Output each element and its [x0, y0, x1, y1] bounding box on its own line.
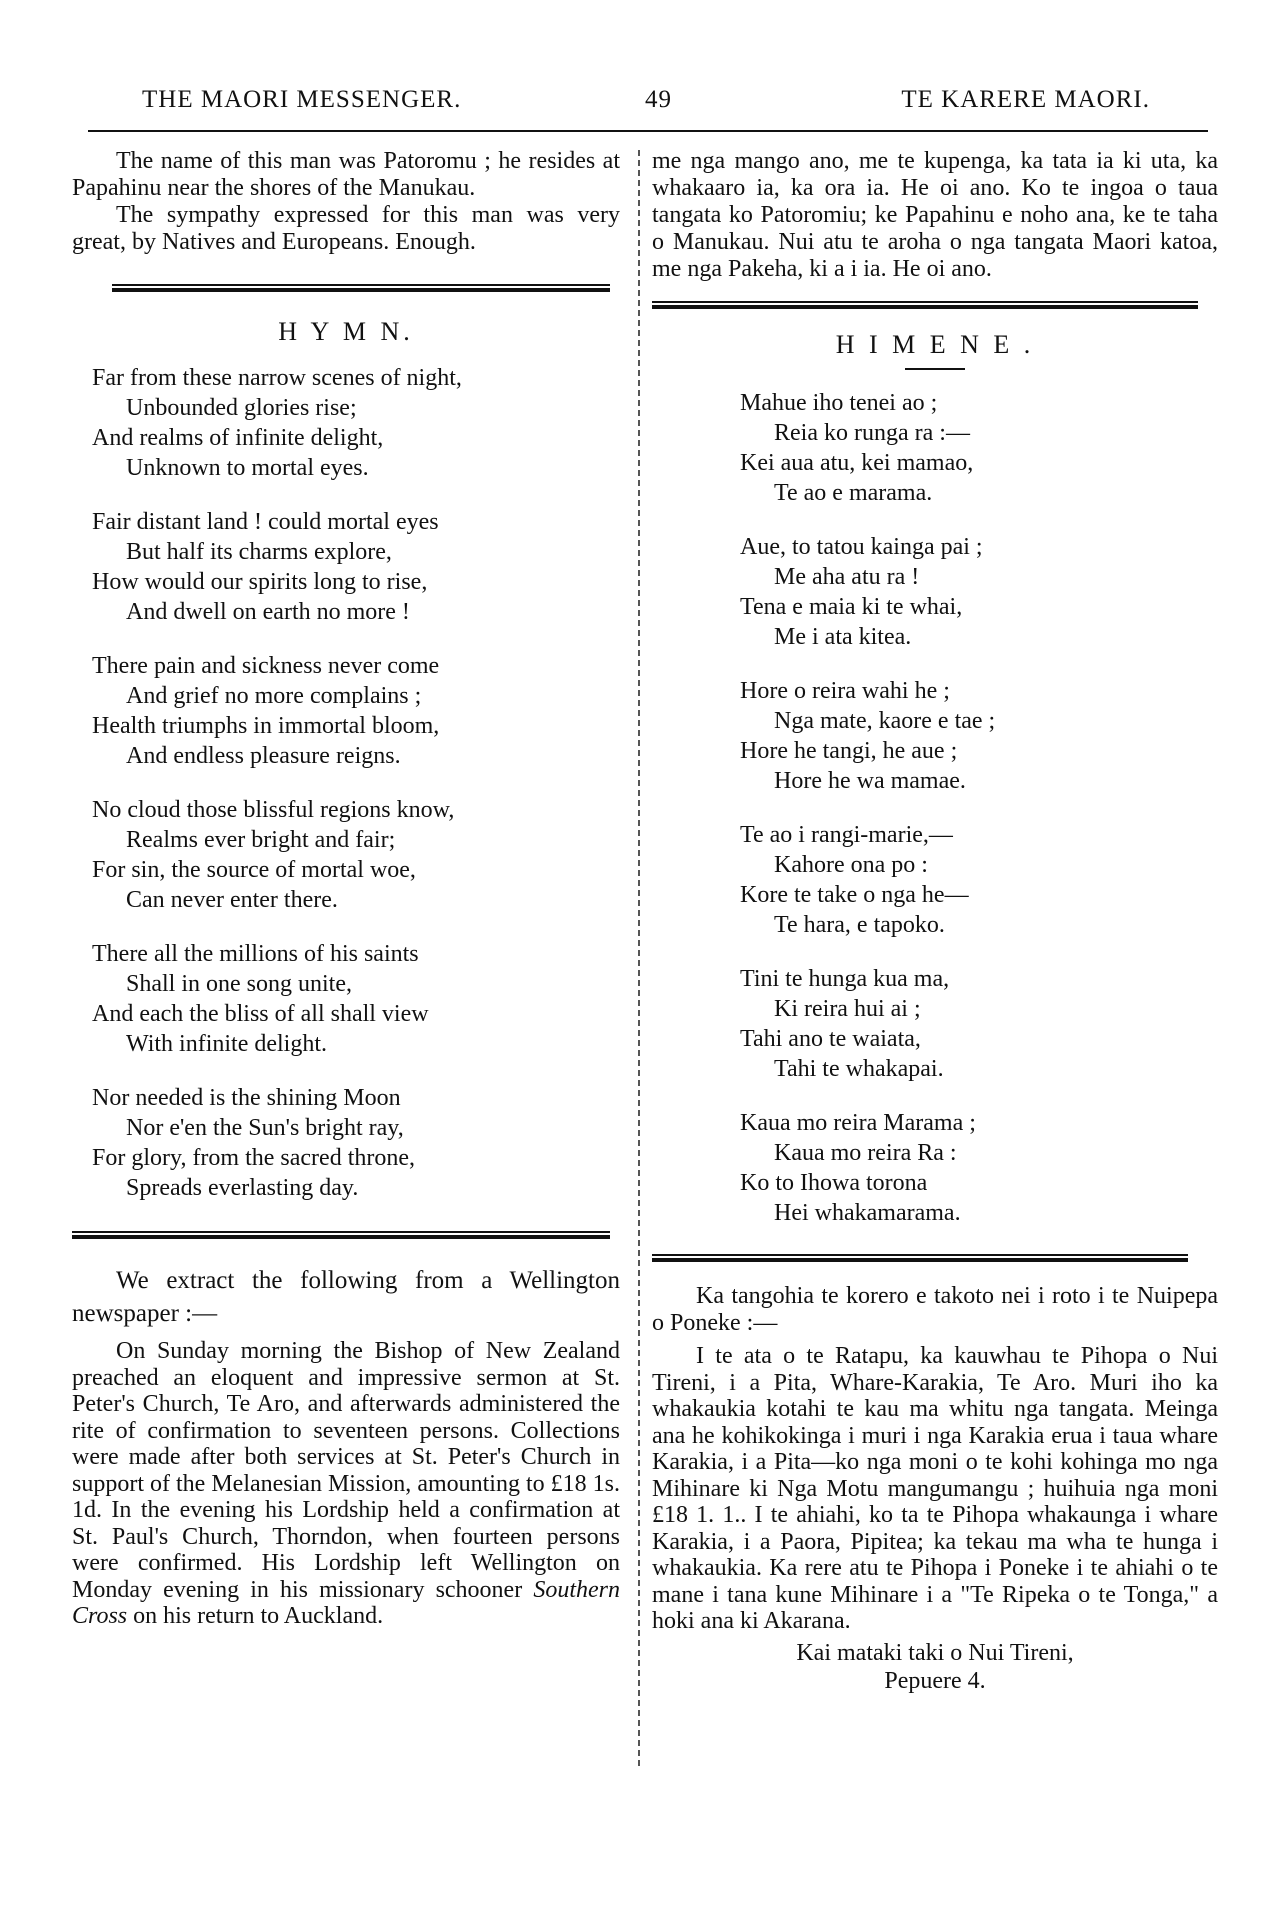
verse-line: No cloud those blissful regions know,	[92, 797, 455, 823]
maori-intro-paragraph: me nga mango ano, me te kupenga, ka tata ia ki uta, ka whakaaro ia, ka ora ia. He oi ano. Ko te ingoa o taua tangata ko Patoromiu; ke Papahinu e noho ana, ke te taha o Manukau. Nui atu te aroha o nga tangata Maori katoa, me nga Pakeha, ki a i ia. He oi ano.	[652, 148, 1218, 282]
hymn-stanza	[92, 651, 620, 771]
verse-line: Tini te hunga kua ma,	[740, 966, 950, 992]
verse-line: Kahore ona po :	[774, 852, 928, 878]
verse-line: Ko to Ihowa torona	[740, 1170, 928, 1196]
news-body-end: ," a hoki ana ki Akarana.	[652, 1581, 1218, 1634]
verse-line: Hore he wa mamae.	[774, 768, 966, 794]
intro-paragraph-2: The sympathy expressed for this man was very great, by Natives and Europeans. Enough.	[72, 202, 620, 255]
verse-line: Spreads everlasting day.	[126, 1175, 359, 1201]
verse-line: Mahue iho tenei ao ;	[740, 390, 938, 416]
verse-line: Ki reira hui ai ;	[774, 996, 921, 1022]
verse-line: Realms ever bright and fair;	[126, 827, 396, 853]
verse-line: Far from these narrow scenes of night,	[92, 365, 462, 391]
himene-stanzas	[652, 388, 1218, 1228]
himene-stanza	[740, 820, 1218, 940]
hymn-stanza	[92, 1083, 620, 1203]
news-body	[652, 1343, 1218, 1635]
hymn-stanzas	[72, 363, 620, 1203]
hymn-stanza	[92, 939, 620, 1059]
verse-line: Me i ata kitea.	[774, 624, 912, 650]
section-rule	[72, 1231, 610, 1238]
verse-line: Kei aua atu, kei mamao,	[740, 450, 974, 476]
verse-line: Tahi te whakapai.	[774, 1056, 944, 1082]
signature-date: Pepuere 4.	[884, 1667, 986, 1694]
left-column	[72, 148, 620, 1630]
news-body-text: I te ata o te Ratapu, ka kauwhau te Pihopa o Nui Tireni, i a Pita, Whare-Karakia, Te Aro. Muri iho ka whakaukia kotahi te kau ma whitu nga tangata. Meinga ana he kohikokinga i muri i nga Karakia erua i taua whare Karakia, i a Pita—ko nga moni o te kohi kohinga mo nga Mihinare ki Nga Motu mangumangu ; huihuia nga moni £18 1. 1.. I te ahiahi, ko ta te Pihopa whakaunga i whare Karakia, i a Paora, Pipitea; ka tekau ma wha te hunga i whakaukia. Ka rere atu te Pihopa i Poneke i te ahiahi o te mane i tana kune Mihinare i a "	[652, 1343, 1218, 1608]
verse-line: There pain and sickness never come	[92, 653, 440, 679]
extract-body-text: On Sunday morning the Bishop of New Zealand preached an eloquent and impressive sermon at St. Peter's Church, Te Aro, and afterwards administered the rite of confirmation to seventeen persons. Collections were made after both services at St. Peter's Church in support of the Melanesian Mission, amounting to £18 1s. 1d. In the evening his Lordship held a confirmation at St. Paul's Church, Thorndon, when fourteen persons were confirmed. His Lordship left Wellington on Monday evening in his missionary schooner	[72, 1338, 620, 1603]
section-rule	[112, 284, 610, 291]
verse-line: Hore he tangi, he aue ;	[740, 738, 958, 764]
verse-line: Reia ko runga ra :—	[774, 420, 970, 446]
page-header	[90, 86, 1210, 126]
hymn-stanza	[92, 795, 620, 915]
page-number: 49	[645, 86, 672, 113]
right-column	[652, 148, 1218, 1695]
hymn-title: H Y M N.	[278, 317, 414, 346]
verse-line: Tahi ano te waiata,	[740, 1026, 921, 1052]
verse-line: Kaua mo reira Ra :	[774, 1140, 957, 1166]
verse-line: Nor needed is the shining Moon	[92, 1085, 401, 1111]
verse-line: Te ao i rangi-marie,—	[740, 822, 953, 848]
verse-line: Tena e maia ki te whai,	[740, 594, 963, 620]
verse-line: Nga mate, kaore e tae ;	[774, 708, 996, 734]
verse-line: Hei whakamarama.	[774, 1200, 961, 1226]
verse-line: And grief no more complains ;	[126, 683, 422, 709]
himene-stanza	[740, 532, 1218, 652]
himene-stanza	[740, 388, 1218, 508]
himene-stanza	[740, 964, 1218, 1084]
extract-body-end: on his return to Auckland.	[127, 1603, 384, 1629]
verse-line: Te hara, e tapoko.	[774, 912, 945, 938]
verse-line: There all the millions of his saints	[92, 941, 419, 967]
verse-line: Health triumphs in immortal bloom,	[92, 713, 440, 739]
extract-body	[72, 1338, 620, 1630]
header-rule	[88, 130, 1208, 132]
schooner-name: Southern Cross	[72, 1576, 620, 1629]
intro-paragraph-1: The name of this man was Patoromu ; he resides at Papahinu near the shores of the Manukau.	[72, 148, 620, 201]
verse-line: For glory, from the sacred throne,	[92, 1145, 416, 1171]
header-title-english: THE MAORI MESSENGER.	[142, 86, 462, 113]
verse-line: How would our spirits long to rise,	[92, 569, 428, 595]
section-rule	[652, 301, 1198, 308]
himene-stanza	[740, 1108, 1218, 1228]
verse-line: Unbounded glories rise;	[126, 395, 357, 421]
verse-line: Fair distant land ! could mortal eyes	[92, 509, 439, 535]
hymn-stanza	[92, 363, 620, 483]
verse-line: Can never enter there.	[126, 887, 338, 913]
verse-line: Unknown to mortal eyes.	[126, 455, 369, 481]
extract-intro: We extract the following from a Wellington newspaper :—	[72, 1267, 620, 1327]
verse-line: And realms of infinite delight,	[92, 425, 384, 451]
verse-line: Kaua mo reira Marama ;	[740, 1110, 976, 1136]
hymn-stanza	[92, 507, 620, 627]
title-underline	[905, 368, 965, 370]
verse-line: For sin, the source of mortal woe,	[92, 857, 416, 883]
signature-place: Kai mataki taki o Nui Tireni,	[796, 1639, 1074, 1666]
verse-line: Aue, to tatou kainga pai ;	[740, 534, 983, 560]
verse-line: And each the bliss of all shall view	[92, 1001, 429, 1027]
ship-name: Te Ripeka o te Tonga	[970, 1581, 1184, 1608]
verse-line: With infinite delight.	[126, 1031, 327, 1057]
verse-line: Me aha atu ra !	[774, 564, 920, 590]
verse-line: And endless pleasure reigns.	[126, 743, 401, 769]
header-title-maori: TE KARERE MAORI.	[901, 86, 1150, 113]
verse-line: Shall in one song unite,	[126, 971, 352, 997]
section-rule	[652, 1254, 1188, 1261]
verse-line: Nor e'en the Sun's bright ray,	[126, 1115, 404, 1141]
column-divider	[638, 150, 640, 1766]
news-intro: Ka tangohia te korero e takoto nei i roto i te Nuipepa o Poneke :—	[652, 1283, 1218, 1336]
verse-line: Hore o reira wahi he ;	[740, 678, 950, 704]
himene-stanza	[740, 676, 1218, 796]
verse-line: But half its charms explore,	[126, 539, 392, 565]
verse-line: Te ao e marama.	[774, 480, 933, 506]
himene-title: H I M E N E .	[835, 330, 1035, 359]
verse-line: Kore te take o nga he—	[740, 882, 969, 908]
verse-line: And dwell on earth no more !	[126, 599, 410, 625]
